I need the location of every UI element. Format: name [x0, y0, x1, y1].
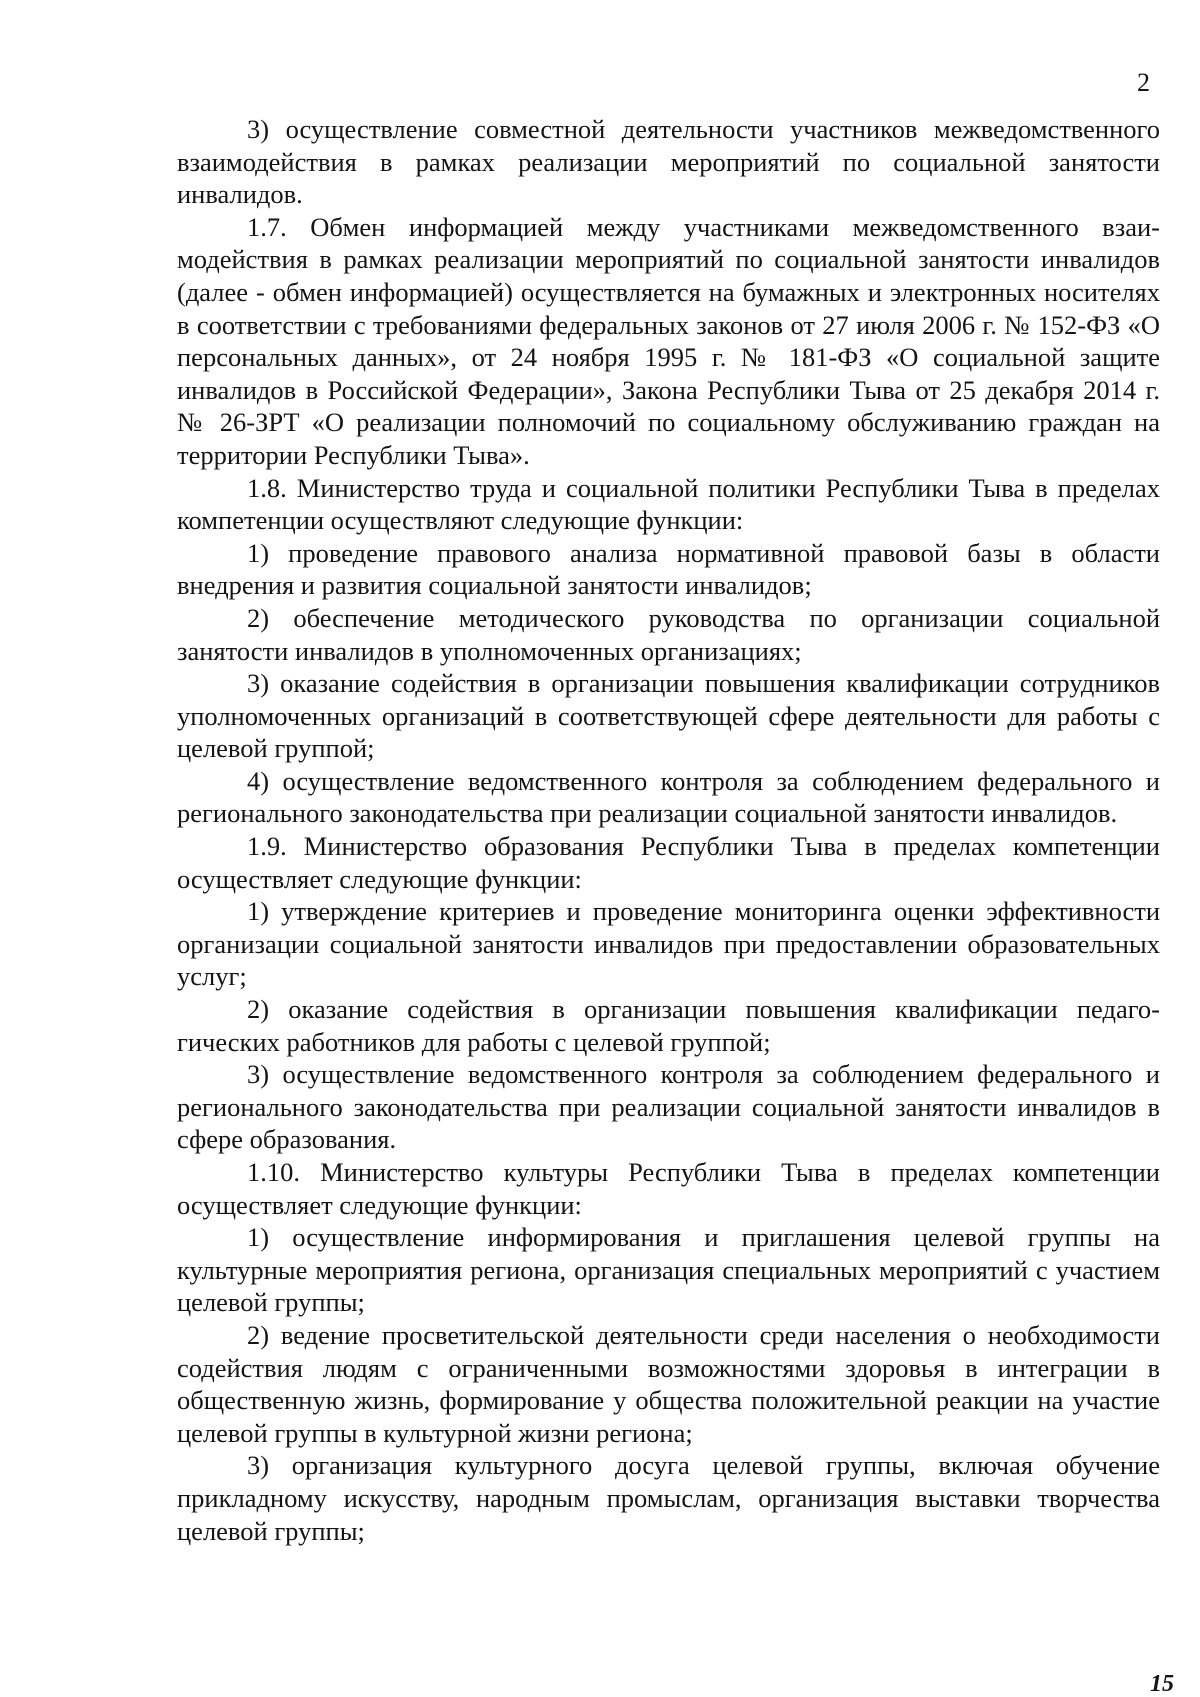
paragraph-1-10-culture-ministry: 1.10. Министерство культуры Республики Тыва в пределах компетенции осуществляет следующие функции: — [177, 1157, 1160, 1220]
list-item-education-1: 1) утверждение критериев и проведение мониторинга оценки эффективности организации социальной занятости инвалидов при предоставлении образовательных услуг; — [177, 896, 1160, 992]
list-item-labor-1: 1) проведение правового анализа нормативной правовой базы в области внедрения и развития социальной занятости инвалидов; — [177, 537, 1160, 601]
list-item-labor-2: 2) обеспечение методического руководства по организации социальной занятости инвалидов в уполномоченных организациях; — [177, 602, 1160, 666]
paragraph-1-7-information-exchange: 1.7. Обмен информацией между участниками межведомственного взаимодействия в рамках реализации мероприятий по социальной занятости инвалидов (далее - обмен информацией) осуществляется на бумажных и электронных носителях в соответствии с требованиями федеральных законов от 27 июля 2006 г. № 152-ФЗ «О персональных данных», от 24 ноября 1995 г. № 181-ФЗ «О социальной защите инвалидов в Российской Федерации», Закона Республики Тыва от 25 декабря 2014 г. № 26-ЗРТ «О реализации полномочий по социальному обслуживанию граждан на территории Республики Тыва». — [177, 211, 1160, 470]
list-item-culture-2: 2) ведение просветительской деятельности среди населения о необходимости содействия людям с ограниченными возможностями здоровья в интеграции в общественную жизнь, формирование у общества положительной реакции на участие целевой группы в культурной жизни региона; — [177, 1319, 1160, 1448]
paragraph-1-8-labor-ministry: 1.8. Министерство труда и социальной политики Республики Тыва в пределах компетенции осуществляют следующие функции: — [177, 472, 1160, 536]
handwritten-page-mark: 15 — [1150, 1671, 1174, 1697]
list-item-culture-1: 1) осуществление информирования и приглашения целевой группы на культурные мероприятия региона, организация специальных мероприятий с участием целевой группы; — [177, 1222, 1160, 1318]
list-item-culture-3: 3) организация культурного досуга целевой группы, включая обучение прикладному искусству, народным промыслам, организация выставки творчества целевой группы; — [177, 1450, 1160, 1546]
paragraph-1-9-education-ministry: 1.9. Министерство образования Республики Тыва в пределах компетенции осуществляет следующие функции: — [177, 831, 1160, 894]
list-item-education-3: 3) осуществление ведомственного контроля за соблюдением федерального и регионального законодательства при реализации социальной занятости инвалидов в сфере образования. — [177, 1059, 1160, 1155]
list-item-labor-4: 4) осуществление ведомственного контроля за соблюдением федерального и регионального законодательства при реализации социальной занятости инвалидов. — [177, 765, 1160, 829]
document-body — [177, 113, 1160, 1547]
list-item-education-2: 2) оказание содействия в организации повышения квалификации педагогических работников для работы с целевой группой; — [177, 994, 1160, 1057]
page-number: 2 — [1137, 68, 1150, 97]
list-item-labor-3: 3) оказание содействия в организации повышения квалификации сотрудников уполномоченных организаций в соответствующей сфере деятельности для работы с целевой группой; — [177, 668, 1160, 764]
paragraph-item-3-joint-activity: 3) осуществление совместной деятельности участников межведомственного взаимодействия в рамках реализации мероприятий по социальной занятости инвалидов. — [177, 114, 1160, 210]
